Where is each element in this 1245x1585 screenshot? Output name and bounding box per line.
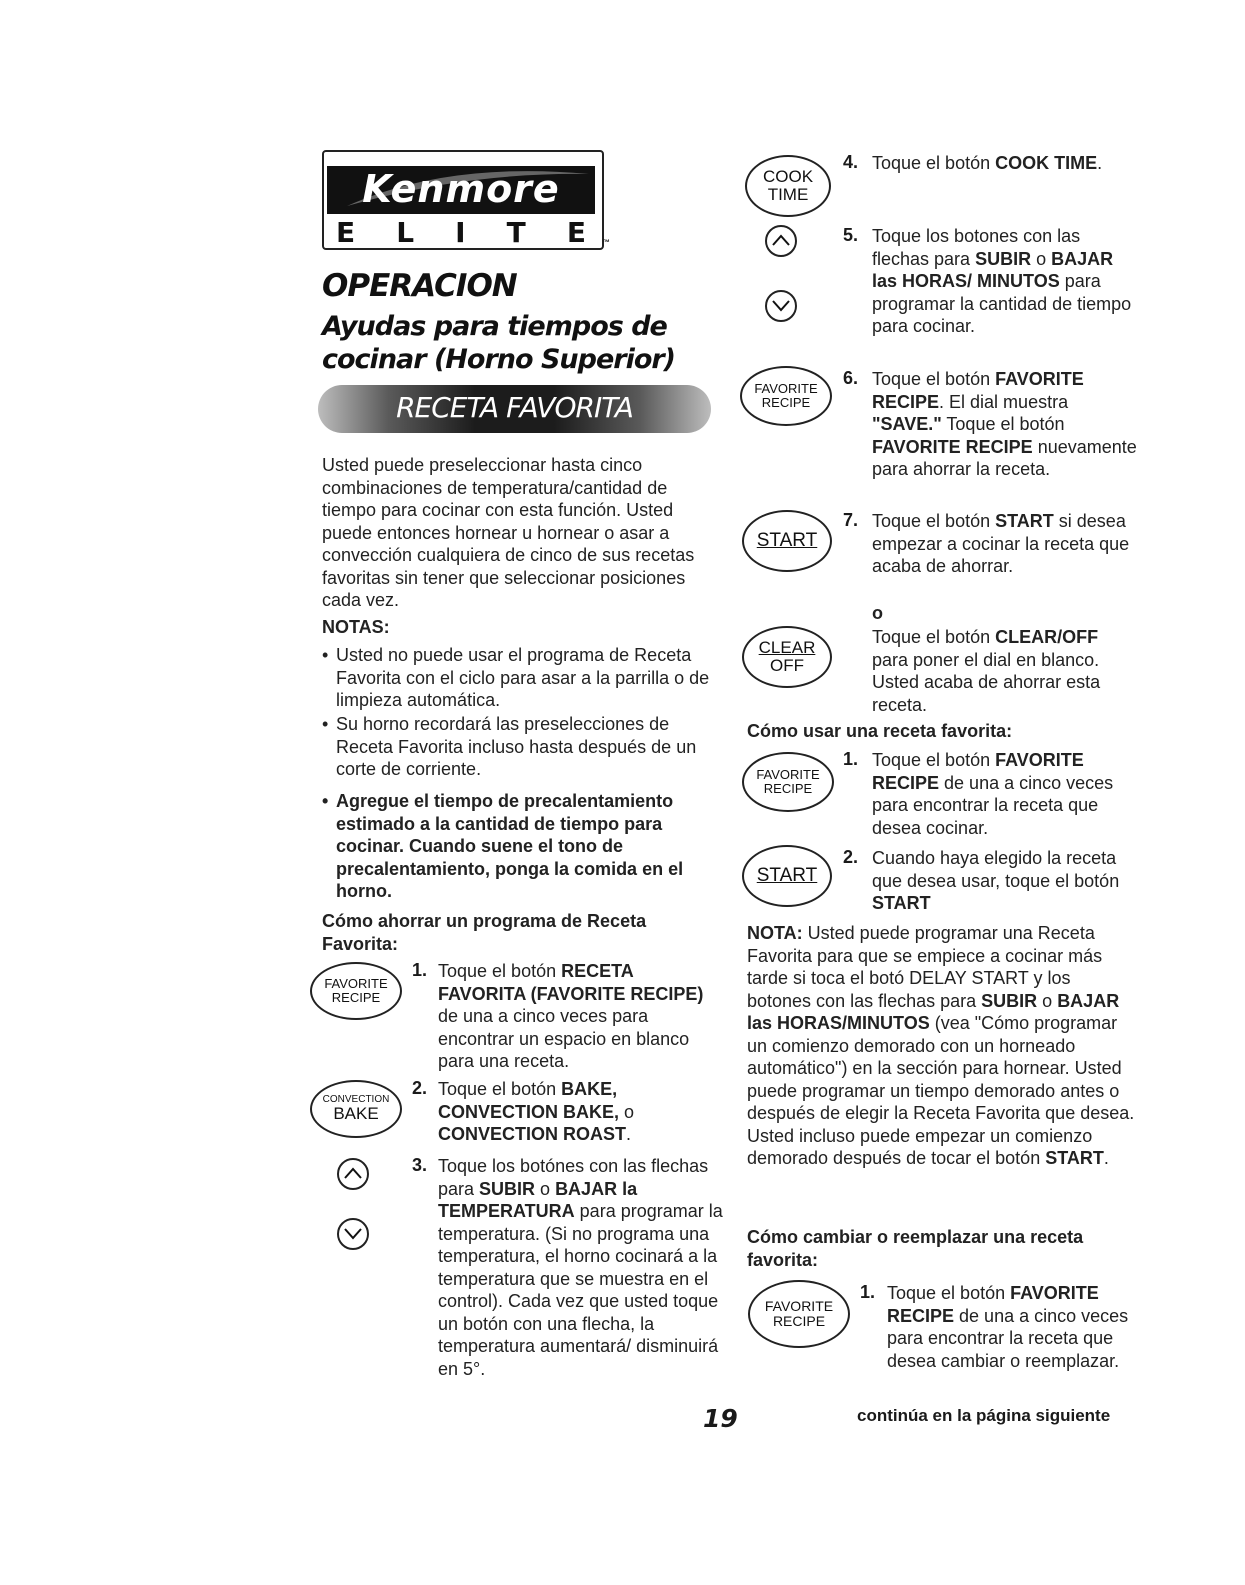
or-label: o — [872, 603, 883, 623]
section-title — [322, 310, 682, 376]
section-banner — [318, 385, 711, 433]
button-label: START — [756, 530, 818, 552]
up-arrow-button[interactable] — [337, 1158, 369, 1190]
chevron-up-icon — [771, 233, 791, 247]
banner-label: RECETA FAVORITA — [396, 391, 633, 424]
note-text: Agregue el tiempo de precalentamiento estimado a la cantidad de tiempo para cocinar. Cuando suene el tono de precalentamiento, ponga la comida en el horno. — [336, 791, 684, 901]
button-label: RECIPE — [763, 781, 813, 796]
favorite-recipe-button[interactable] — [310, 962, 402, 1020]
save-section-title: Cómo ahorrar un programa de Receta Favorita: — [322, 911, 647, 954]
button-label: FAVORITE — [756, 767, 820, 783]
button-label: RECIPE — [761, 395, 811, 410]
chevron-up-icon — [343, 1166, 363, 1180]
save-step-2: Toque el botón BAKE, CONVECTION BAKE, o CONVECTION ROAST. — [438, 1079, 635, 1144]
step-number: 1. — [843, 749, 859, 769]
logo-letter: E — [566, 216, 586, 249]
button-label: CLEAR — [758, 638, 816, 658]
save-step-6: Toque el botón FAVORITE RECIPE. El dial muestra "SAVE." Toque el botón FAVORITE RECIPE nuevamente para ahorrar la receta. — [872, 369, 1137, 479]
chevron-down-icon — [343, 1226, 363, 1240]
save-step-5: Toque los botones con las flechas para SUBIR o BAJAR las HORAS/ MINUTOS para programar la cantidad de tiempo para cocinar. — [872, 226, 1132, 336]
button-label: OFF — [770, 656, 804, 675]
favorite-recipe-button[interactable] — [742, 752, 834, 812]
cook-time-button[interactable] — [745, 155, 831, 217]
step-number: 1. — [860, 1282, 876, 1302]
up-arrow-button[interactable] — [765, 225, 797, 257]
step-number: 4. — [843, 152, 859, 172]
page-title: OPERACION — [322, 268, 517, 304]
section-title-line: Ayudas para tiempos de — [322, 311, 667, 342]
button-label: FAVORITE — [324, 976, 388, 992]
button-label: COOK — [762, 167, 814, 187]
note-text: Usted no puede usar el programa de Receta Favorita con el ciclo para asar a la parrilla o de limpieza automática. — [336, 645, 710, 710]
page-number: 19 — [703, 1404, 738, 1433]
use-step-2: Cuando haya elegido la receta que desea usar, toque el botón START — [872, 848, 1120, 913]
button-label: CONVECTION — [322, 1093, 390, 1105]
note-item: • Agregue el tiempo de precalentamiento estimado a la cantidad de tiempo para cocinar. Cuando suene el tono de precalentamiento, ponga la comida en el horno. — [322, 790, 717, 903]
button-label: RECIPE — [331, 990, 381, 1005]
logo-elite — [330, 216, 592, 249]
use-step-1: Toque el botón FAVORITE RECIPE de una a cinco veces para encontrar la receta que desea cocinar. — [872, 750, 1114, 838]
down-arrow-button[interactable] — [337, 1218, 369, 1250]
trademark: ™ — [602, 238, 610, 247]
note-item: • Usted no puede usar el programa de Receta Favorita con el ciclo para asar a la parrilla o de limpieza automática. — [322, 644, 717, 712]
favorite-recipe-button[interactable] — [740, 366, 832, 426]
save-step-3: Toque los botónes con las flechas para SUBIR o BAJAR la TEMPERATURA para programar la temperatura. (Si no programa una temperatura, el horno cocinará a la temperatura que se muestra en el control). Cada vez que usted toque un botón con una flecha, la temperatura aumentará/ disminuirá en 5°. — [438, 1156, 723, 1379]
logo-letter: L — [396, 216, 415, 249]
save-step-7: Toque el botón START si desea empezar a cocinar la receta que acaba de ahorrar. — [872, 511, 1130, 576]
button-label: TIME — [767, 185, 809, 204]
button-label: START — [756, 865, 818, 887]
logo-letter: E — [336, 216, 356, 249]
note-item: • Su horno recordará las preselecciones de Receta Favorita incluso hasta después de un corte de corriente. — [322, 713, 717, 781]
step-number: 5. — [843, 225, 859, 245]
button-label: BAKE — [333, 1104, 379, 1124]
step-number: 7. — [843, 510, 859, 530]
section-title-line: cocinar (Horno Superior) — [322, 344, 676, 375]
button-label: FAVORITE — [764, 1298, 834, 1315]
clear-off-button[interactable] — [742, 626, 832, 688]
button-label: RECIPE — [772, 1313, 826, 1329]
chevron-down-icon — [771, 298, 791, 312]
step-number: 3. — [412, 1155, 428, 1175]
change-step-1: Toque el botón FAVORITE RECIPE de una a cinco veces para encontrar la receta que desea cambiar o reemplazar. — [887, 1283, 1129, 1371]
favorite-recipe-button[interactable] — [748, 1280, 850, 1348]
nota-paragraph: NOTA: Usted puede programar una Receta Favorita para que se empiece a cocinar más tarde si toca el botó DELAY START y los botones con las flechas para SUBIR o BAJAR las HORAS/MINUTOS (vea "Cómo programar un comienzo demorado con un horneado automático") en la sección para hornear. Usted puede programar un tiempo demorado antes o después de elegir la Receta Favorita que desea. Usted incluso puede empezar un comienzo demorado después de tocar el botón START. — [747, 923, 1135, 1168]
kenmore-elite-logo — [322, 150, 610, 250]
step-number: 2. — [412, 1078, 428, 1098]
save-step-1: Toque el botón RECETA FAVORITA (FAVORITE RECIPE) de una a cinco veces para encontrar un espacio en blanco para una receta. — [438, 961, 704, 1071]
change-section-title: Cómo cambiar o reemplazar una receta favorita: — [747, 1227, 1084, 1270]
down-arrow-button[interactable] — [765, 290, 797, 322]
continue-note: continúa en la página siguiente — [857, 1406, 1111, 1425]
note-text: Su horno recordará las preselecciones de Receta Favorita incluso hasta después de un corte de corriente. — [336, 714, 697, 779]
step-number: 6. — [843, 368, 859, 388]
logo-letter: T — [506, 216, 526, 249]
start-button[interactable] — [742, 845, 832, 907]
step-number: 1. — [412, 960, 428, 980]
button-label: FAVORITE — [754, 381, 818, 397]
clear-step: Toque el botón CLEAR/OFF para poner el dial en blanco. Usted acaba de ahorrar esta receta. — [872, 627, 1101, 715]
logo-letter: I — [455, 216, 466, 249]
notes-title: NOTAS: — [322, 617, 390, 637]
convection-bake-button[interactable] — [310, 1080, 402, 1138]
intro-paragraph: Usted puede preseleccionar hasta cinco combinaciones de temperatura/cantidad de tiempo para cocinar con esta función. Usted puede entonces hornear u hornear o asar a convección cualquiera de cinco de sus recetas favoritas sin tener que seleccionar posiciones cada vez. — [322, 455, 695, 610]
step-number: 2. — [843, 847, 859, 867]
logo-brand: Kenmore — [362, 167, 560, 211]
logo-black-band — [327, 166, 595, 214]
save-step-4: Toque el botón COOK TIME. — [872, 153, 1103, 173]
start-button[interactable] — [742, 510, 832, 572]
use-section-title: Cómo usar una receta favorita: — [747, 721, 1013, 741]
